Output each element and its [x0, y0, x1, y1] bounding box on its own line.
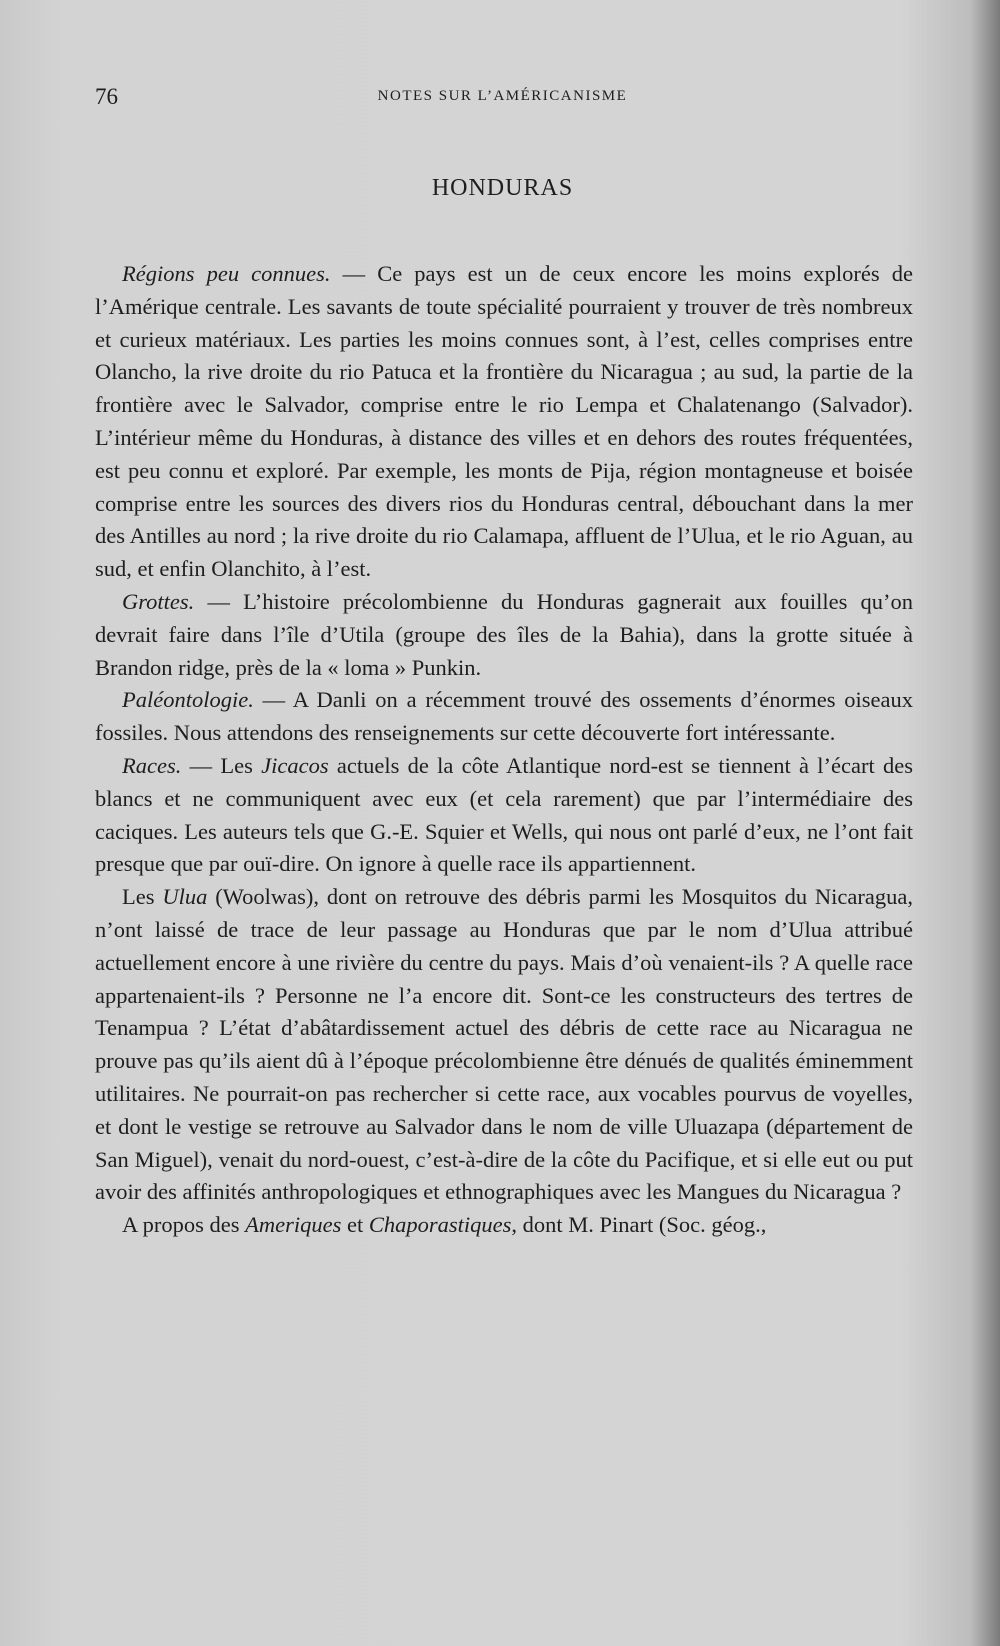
section-heading: Paléontologie. — [122, 687, 254, 713]
paragraph-text: — Ce pays est un de ceux encore les moins explorés de l’Amérique centrale. Les savants de toute spécialité pourraient y trouver de très nombreux et curieux matériaux. Les parties les moins connues sont, à l’est, celles comprises entre Olancho, la rive droite du rio Patuca et la frontière du Nicaragua ; au sud, la partie de la frontière avec le Salvador, comprise entre le rio Lempa et Chalatenango (Salvador). L’intérieur même du Honduras, à distance des villes et en dehors des routes fréquentées, est peu connu et exploré. Par exemple, les monts de Pija, région montagneuse et boisée comprise entre les sources des divers rios du Honduras central, débouchant dans la mer des Antilles au nord ; la rive droite du rio Calamapa, affluent de l’Ulua, et le rio Aguan, au sud, et enfin Olanchito, à l’est. — [95, 261, 913, 582]
paragraph-paleontologie — [95, 684, 913, 750]
italic-term: Jicacos — [261, 752, 329, 778]
paragraph-regions — [95, 258, 913, 586]
italic-term: Ulua — [162, 884, 208, 910]
running-head: NOTES SUR L’AMÉRICANISME — [377, 88, 628, 104]
paragraph-text: — A Danli on a récemment trouvé des ossements d’énormes oiseaux fossiles. Nous attendons des renseignements sur cette découverte fort intéressante. — [95, 687, 913, 746]
page-header — [95, 84, 910, 114]
paragraph-text: — L’histoire précolombienne du Honduras gagnerait aux fouilles qu’on devrait faire dans l’île d’Utila (groupe des îles de la Bahia), dans la grotte située à Brandon ridge, près de la « loma » Punkin. — [95, 588, 913, 680]
paragraph-text: A propos des — [122, 1212, 246, 1238]
paragraph-text: , dont M. Pinart (Soc. géog., — [511, 1212, 767, 1238]
paragraph-ameriques — [95, 1209, 913, 1242]
paragraph-text: actuels de la côte Atlantique nord-est se tiennent à l’écart des blancs et ne communiquent avec eux (et cela rarement) que par l’intermédiaire des caciques. Les auteurs tels que G.-E. Squier et Wells, qui nous ont parlé d’eux, ne l’ont fait presque que par ouï-dire. On ignore à quelle race ils appartiennent. — [95, 752, 913, 877]
paragraph-text: — Les — [181, 752, 262, 778]
section-heading: Grottes. — [122, 588, 195, 614]
section-heading: Régions peu connues. — [122, 261, 331, 286]
paragraph-text: et — [341, 1212, 369, 1238]
paragraph-races — [95, 750, 913, 881]
paragraph-text: (Woolwas), dont on retrouve des débris parmi les Mosquitos du Nicaragua, n’ont laissé de trace de leur passage au Honduras que par le nom d’Ulua attribué actuellement encore à une rivière du centre du pays. Mais d’où venaient-ils ? A quelle race appartenaient-ils ? Personne ne l’a encore dit. Sont-ce les constructeurs des tertres de Tenampua ? L’état d’abâtardissement actuel des débris de cette race au Nicaragua ne prouve pas qu’ils aient dû à l’époque précolombienne être dénués de qualités éminemment utilitaires. Ne pourrait-on pas rechercher si cette race, aux vocables pourvus de voyelles, et dont le vestige se retrouve au Salvador dans le nom de ville Uluazapa (département de San Miguel), venait du nord-ouest, c’est-à-dire de la côte du Pacifique, et si elle eut ou put avoir des affinités anthropologiques et ethnographiques avec les Mangues du Nicaragua ? — [95, 884, 913, 1205]
italic-term: Ameriques — [245, 1212, 342, 1238]
page-number: 76 — [95, 84, 118, 109]
paragraph-grottes — [95, 586, 913, 684]
paragraph-text: Les — [122, 884, 163, 910]
section-heading: Races. — [122, 752, 182, 778]
italic-term: Chaporastiques — [368, 1212, 512, 1238]
body-text — [95, 258, 913, 1242]
chapter-title: HONDURAS — [431, 175, 574, 201]
paragraph-ulua — [95, 881, 913, 1209]
